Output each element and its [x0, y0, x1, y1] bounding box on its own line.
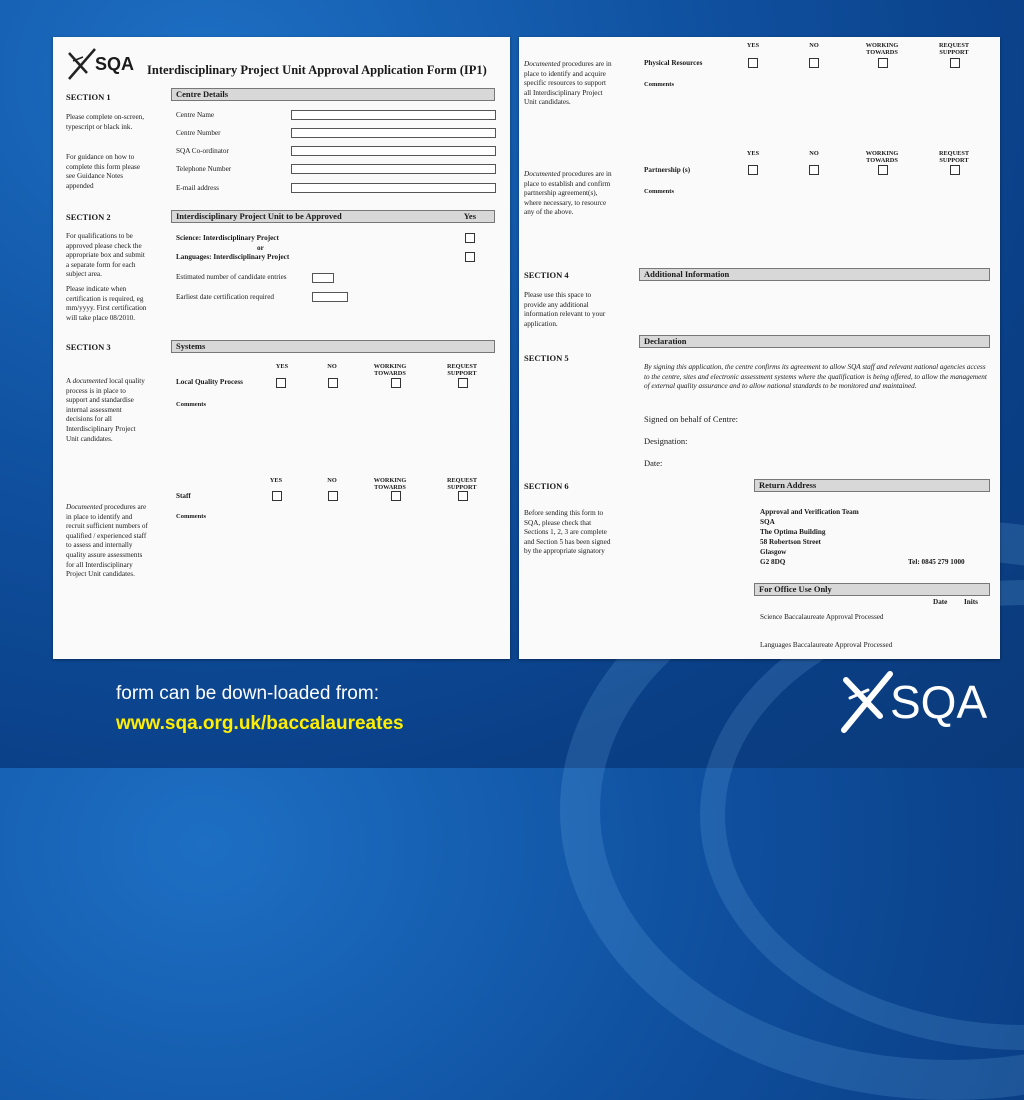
lqp-no-checkbox[interactable]	[328, 378, 338, 388]
office-date-header: Date	[933, 598, 948, 606]
physical-note: Documented procedures are in place to identify and acquire specific resources to support all Interdisciplinary Project Unit candidates.	[524, 60, 612, 107]
section-4-note: Please use this space to provide any additional information relevant to your application.	[524, 291, 606, 328]
section-2-note-2: Please indicate when certification is required, eg mm/yyyy. First certification will take place 08/2010.	[66, 285, 147, 322]
section-2-label: SECTION 2	[66, 212, 111, 222]
physical-working-towards-checkbox[interactable]	[878, 58, 888, 68]
col-working-towards: WORKING TOWARDS	[373, 363, 407, 377]
section-6-label: SECTION 6	[524, 481, 569, 491]
p2-col-yes-2: YES	[746, 150, 760, 157]
declaration-text: By signing this application, the centre confirms its agreement to allow SQA staff and relevant national agencies access to the centre, sites and electronic assessment systems where the qualification is being offered, to allow the management of external quality assurance and to allow national standards to be monitored and maintained.	[644, 363, 987, 391]
centre-number-field[interactable]	[291, 128, 496, 138]
centre-details-bar: Centre Details	[171, 88, 495, 101]
sqa-coordinator-label: SQA Co-ordinator	[176, 147, 229, 155]
signed-on-behalf-label: Signed on behalf of Centre:	[644, 414, 738, 424]
p2-col-request-support-2: REQUEST SUPPORT	[938, 150, 970, 164]
partnership-label: Partnership (s)	[644, 166, 691, 174]
section-1-label: SECTION 1	[66, 92, 111, 102]
form-page-2	[519, 37, 1000, 659]
estimated-entries-field[interactable]	[312, 273, 334, 283]
staff-request-support-checkbox[interactable]	[458, 491, 468, 501]
section-5-label: SECTION 5	[524, 353, 569, 363]
download-url-link[interactable]: www.sqa.org.uk/baccalaureates	[116, 713, 404, 734]
p2-col-working-towards-2: WORKING TOWARDS	[865, 150, 899, 164]
designation-label: Designation:	[644, 436, 688, 446]
science-processed-label: Science Baccalaureate Approval Processed	[760, 613, 884, 621]
staff-no-checkbox[interactable]	[328, 491, 338, 501]
unit-approval-bar	[171, 210, 495, 223]
address-line-6: G2 8DQ	[760, 558, 786, 566]
lqp-comments-label: Comments	[176, 401, 206, 408]
form-page-1	[53, 37, 510, 659]
physical-resources-label: Physical Resources	[644, 59, 703, 67]
lqp-working-towards-checkbox[interactable]	[391, 378, 401, 388]
science-checkbox[interactable]	[465, 233, 475, 243]
section-1-note-1: Please complete on-screen, typescript or black ink.	[66, 113, 145, 131]
local-quality-process-label: Local Quality Process	[176, 378, 243, 386]
yes-column-header: Yes	[463, 211, 476, 221]
sqa-brand-icon	[836, 666, 896, 736]
section-6-note: Before sending this form to SQA, please check that Sections 1, 2, 3 are complete and Section 5 has been signed by the appropriate signatory	[524, 509, 611, 556]
col-no-2: NO	[327, 477, 337, 484]
partnership-yes-checkbox[interactable]	[748, 165, 758, 175]
address-line-1: Approval and Verification Team	[760, 508, 859, 516]
date-label: Date:	[644, 458, 663, 468]
col-yes: YES	[275, 363, 289, 370]
download-caption: form can be down-loaded from:	[116, 683, 379, 704]
partnership-comments-label: Comments	[644, 188, 674, 195]
earliest-date-label: Earliest date certification required	[176, 293, 274, 301]
email-label: E-mail address	[176, 184, 219, 192]
p2-col-no: NO	[809, 42, 819, 49]
email-field[interactable]	[291, 183, 496, 193]
col-working-towards-2: WORKING TOWARDS	[373, 477, 407, 491]
estimated-entries-label: Estimated number of candidate entries	[176, 273, 287, 281]
lqp-note: A documented local quality process is in place to support and standardise internal assessment decisions for all Interdisciplinary Project Unit candidates.	[66, 377, 145, 443]
address-line-5: Glasgow	[760, 548, 787, 556]
p2-col-yes: YES	[746, 42, 760, 49]
p2-col-working-towards: WORKING TOWARDS	[865, 42, 899, 56]
partnership-note: Documented procedures are in place to establish and confirm partnership agreement(s), where necessary, to resource any of the above.	[524, 170, 612, 217]
partnership-request-support-checkbox[interactable]	[950, 165, 960, 175]
languages-processed-label: Languages Baccalaureate Approval Processed	[760, 641, 893, 649]
staff-working-towards-checkbox[interactable]	[391, 491, 401, 501]
partnership-no-checkbox[interactable]	[809, 165, 819, 175]
lqp-request-support-checkbox[interactable]	[458, 378, 468, 388]
col-request-support-2: REQUEST SUPPORT	[446, 477, 478, 491]
staff-comments-label: Comments	[176, 513, 206, 520]
science-label: Science: Interdisciplinary Project	[176, 234, 279, 242]
declaration-bar: Declaration	[639, 335, 990, 348]
address-line-4: 58 Robertson Street	[760, 538, 821, 546]
address-line-2: SQA	[760, 518, 775, 526]
office-inits-header: Inits	[964, 598, 978, 606]
return-address-bar: Return Address	[754, 479, 990, 492]
physical-request-support-checkbox[interactable]	[950, 58, 960, 68]
staff-yes-checkbox[interactable]	[272, 491, 282, 501]
section-2-note-1: For qualifications to be approved please check the appropriate box and submit a separate form for each subject area.	[66, 232, 145, 279]
office-use-bar: For Office Use Only	[754, 583, 990, 596]
col-no: NO	[327, 363, 337, 370]
lqp-yes-checkbox[interactable]	[276, 378, 286, 388]
p2-col-no-2: NO	[809, 150, 819, 157]
p2-col-request-support: REQUEST SUPPORT	[938, 42, 970, 56]
telephone-number: Tel: 0845 279 1000	[908, 558, 965, 566]
partnership-working-towards-checkbox[interactable]	[878, 165, 888, 175]
unit-approval-bar-title: Interdisciplinary Project Unit to be Approved	[176, 211, 342, 221]
centre-name-field[interactable]	[291, 110, 496, 120]
section-4-label: SECTION 4	[524, 270, 569, 280]
staff-note: Documented procedures are in place to identify and recruit sufficient numbers of qualified / experienced staff to assess and internally quality assure assessments for all Interdisciplinary Project Unit candidates.	[66, 503, 148, 579]
telephone-label: Telephone Number	[176, 165, 232, 173]
or-label: or	[257, 244, 264, 252]
earliest-date-field[interactable]	[312, 292, 348, 302]
systems-bar: Systems	[171, 340, 495, 353]
centre-name-label: Centre Name	[176, 111, 215, 119]
physical-no-checkbox[interactable]	[809, 58, 819, 68]
address-line-3: The Optima Building	[760, 528, 826, 536]
col-request-support: REQUEST SUPPORT	[446, 363, 478, 377]
sqa-brand-text: SQA	[890, 676, 988, 728]
section-1-note-2: For guidance on how to complete this form please see Guidance Notes appended	[66, 153, 141, 190]
languages-checkbox[interactable]	[465, 252, 475, 262]
additional-information-bar: Additional Information	[639, 268, 990, 281]
physical-yes-checkbox[interactable]	[748, 58, 758, 68]
languages-label: Languages: Interdisciplinary Project	[176, 253, 290, 261]
col-yes-2: YES	[269, 477, 283, 484]
sqa-coordinator-field[interactable]	[291, 146, 496, 156]
section-3-label: SECTION 3	[66, 342, 111, 352]
form-title: Interdisciplinary Project Unit Approval Application Form (IP1)	[147, 63, 487, 77]
telephone-field[interactable]	[291, 164, 496, 174]
centre-number-label: Centre Number	[176, 129, 221, 137]
staff-label: Staff	[176, 492, 191, 500]
sqa-logo-icon	[65, 45, 99, 83]
physical-comments-label: Comments	[644, 81, 674, 88]
sqa-logo-text: SQA	[95, 54, 135, 74]
